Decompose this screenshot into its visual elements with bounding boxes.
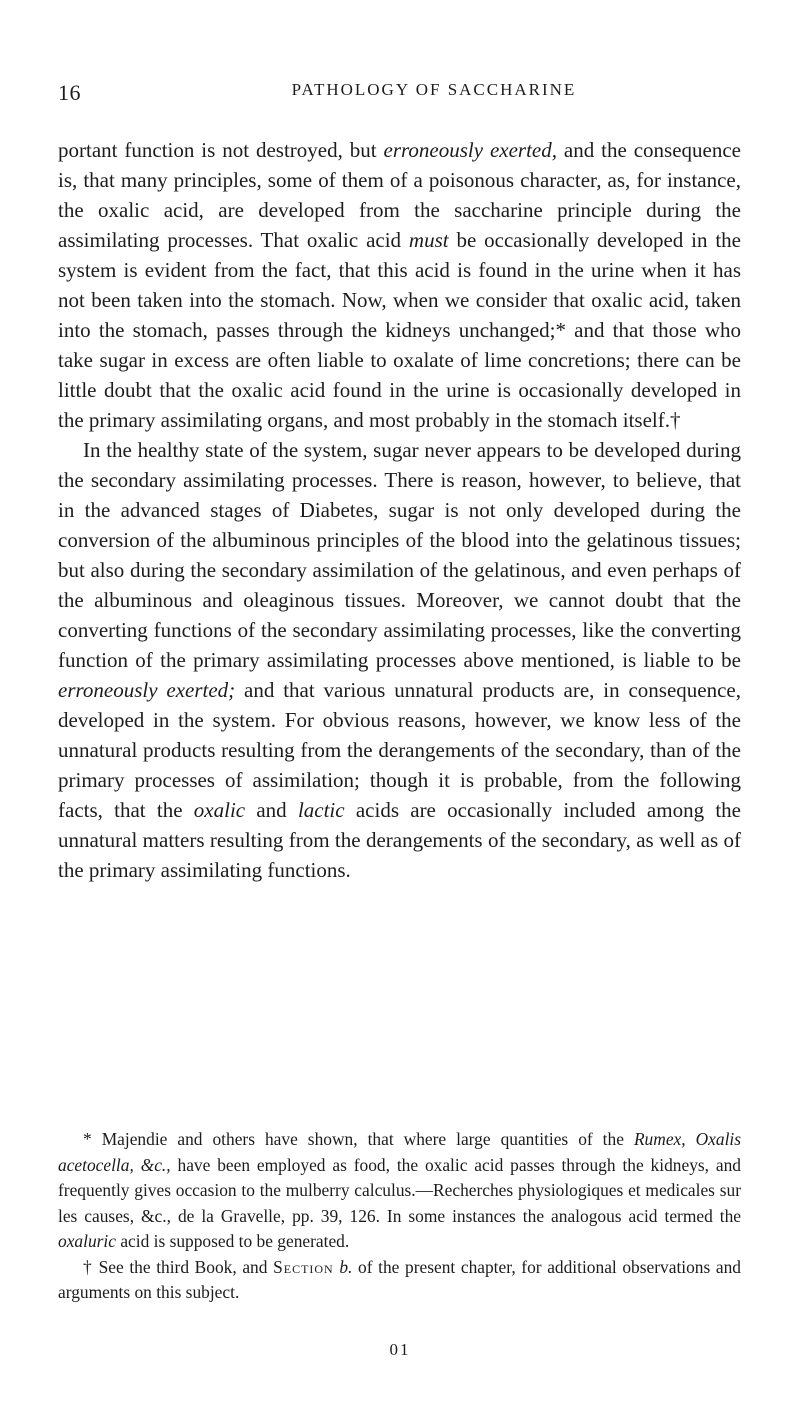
italic-run: must: [408, 228, 449, 252]
italic-run: erroneously exerted;: [58, 678, 236, 702]
footnote-1: [58, 1127, 741, 1255]
italic-run: oxalic: [193, 798, 246, 822]
text-run: and that various unnatural products are, in consequence, developed in the system. For obvious reasons, however, we know less of the unnatural products resulting from the derangements of the secondary, than of the primary processes of assimilation; though it is probable, from the following facts, that the: [58, 678, 741, 822]
text-run: and: [245, 798, 298, 822]
text-run: have been employed as food, the oxalic acid passes through the kidneys, and frequently gives occasion to the mulberry calculus.—Recherches physiologiques et medicales sur les causes, &c., de la Gravelle, pp. 39, 126. In some instances the analogous acid termed the: [58, 1154, 741, 1226]
text-run: † See the third Book, and: [83, 1256, 274, 1277]
paragraph-2: [58, 435, 741, 885]
footnotes: [58, 1127, 741, 1306]
text-run: be occasionally developed in the system is evident from the fact, that this acid is found in the urine when it has not been taken into the stomach. Now, when we consider that oxalic acid, taken into the stomach, passes through the kidneys unchanged;* and that those who take sugar in excess are often liable to oxalate of lime concretions; there can be little doubt that the oxalic acid found in the urine is occasionally developed in the primary assimilating organs, and most probably in the stomach itself.†: [58, 228, 741, 432]
page-header: [58, 80, 740, 114]
text-run: acids are occasionally included among the unnatural matters resulting from the derangements of the secondary, as well as of the primary assimilating functions.: [58, 798, 741, 882]
italic-run: b.: [339, 1256, 353, 1277]
small-caps-run: Section: [273, 1256, 334, 1277]
page-number: 16: [58, 80, 81, 105]
text-run: acid is supposed to be generated.: [115, 1231, 350, 1251]
text-run: * Majendie and others have shown, that where large quantities of the: [83, 1129, 634, 1149]
text-run: portant function is not destroyed, but: [58, 138, 384, 162]
italic-run: oxaluric: [58, 1231, 116, 1251]
text-run: of the present chapter, for additional observations and arguments on this subject.: [58, 1256, 741, 1302]
italic-run: erroneously exerted,: [383, 138, 557, 162]
signature-mark: 01: [389, 1340, 411, 1359]
body-text: [58, 135, 741, 885]
italic-run: lactic: [297, 798, 345, 822]
text-run: In the healthy state of the system, sugar never appears to be developed during the secondary assimilating processes. There is reason, however, to believe, that in the advanced stages of Diabetes, sugar is not only developed during the conversion of the albuminous principles of the blood into the gelatinous tissues; but also during the secondary assimilation of the gelatinous, and even perhaps of the albuminous and oleaginous tissues. Moreover, we cannot doubt that the converting functions of the secondary assimilating processes, like the converting function of the primary assimilating processes above mentioned, is liable to be: [58, 438, 741, 672]
footnote-2: [58, 1255, 741, 1306]
text-run: and the consequence is, that many principles, some of them of a poisonous character, as, for instance, the oxalic acid, are developed from the saccharine principle during the assimilating processes. That oxalic acid: [58, 138, 741, 252]
running-head: PATHOLOGY OF SACCHARINE: [291, 80, 577, 99]
paragraph-1: [58, 135, 741, 435]
italic-run: Rumex, Oxalis acetocella, &c.,: [58, 1129, 742, 1175]
